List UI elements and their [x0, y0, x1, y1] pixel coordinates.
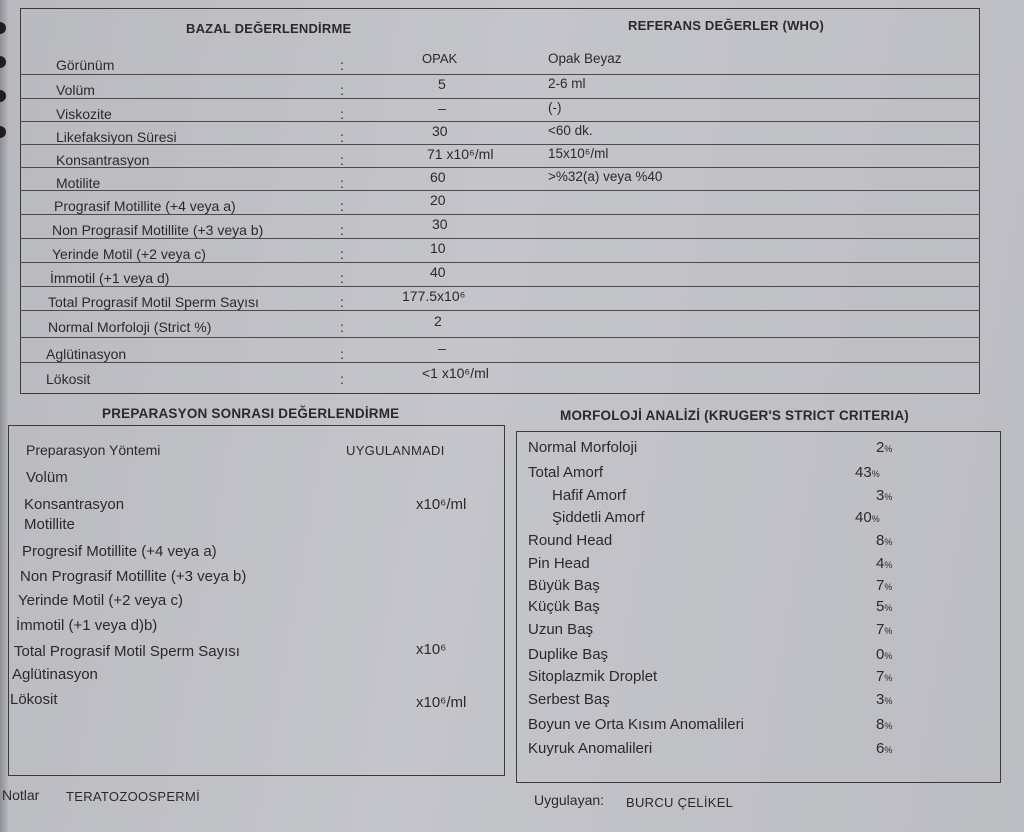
percent-sign: %	[884, 696, 893, 706]
morfoloji-row-label: Boyun ve Orta Kısım Anomalileri	[528, 716, 744, 733]
bazal-row-label: Görünüm	[56, 57, 115, 73]
bazal-title: BAZAL DEĞERLENDİRME	[186, 21, 352, 36]
bazal-row-colon: :	[340, 246, 344, 262]
bazal-row-value: –	[438, 100, 446, 116]
bazal-row-label: Aglütinasyon	[46, 346, 127, 362]
morfoloji-row-value	[876, 668, 892, 685]
morfoloji-row-value	[876, 439, 892, 456]
bazal-row-label: Normal Morfoloji (Strict %)	[48, 319, 212, 335]
bazal-row	[20, 50, 980, 74]
morfoloji-row-number: 3	[876, 487, 885, 504]
bazal-row-colon: :	[340, 106, 344, 122]
bazal-row-value: 60	[430, 169, 446, 185]
method-value: UYGULANMADI	[346, 443, 445, 458]
lokosit-label: Lökosit	[10, 691, 58, 708]
bazal-row	[20, 190, 980, 214]
paper-edge	[0, 0, 8, 832]
bazal-row-label: Total Prograsif Motil Sperm Sayısı	[48, 294, 259, 310]
bazal-row-label: Non Prograsif Motillite (+3 veya b)	[52, 222, 264, 238]
bazal-row-value: <1 x10⁶/ml	[422, 365, 489, 381]
immotil-label: İmmotil (+1 veya d)b)	[16, 617, 158, 634]
morfoloji-row-number: 43	[855, 464, 872, 481]
notes-value: TERATOZOOSPERMİ	[66, 789, 201, 804]
percent-sign: %	[884, 721, 893, 731]
percent-sign: %	[884, 582, 893, 592]
bazal-row-colon: :	[340, 57, 344, 73]
bazal-row-value: 30	[432, 216, 448, 232]
progresif-label: Progresif Motillite (+4 veya a)	[22, 543, 217, 560]
bazal-row	[20, 214, 980, 238]
bazal-row-reference: (-)	[548, 100, 562, 115]
bazal-row-colon: :	[340, 371, 344, 387]
bazal-row-reference: <60 dk.	[548, 123, 593, 138]
morfoloji-row-label: Sitoplazmik Droplet	[528, 668, 658, 685]
bazal-row	[20, 337, 980, 362]
bazal-row-colon: :	[340, 319, 344, 335]
bazal-row	[20, 286, 980, 310]
morfoloji-row-number: 8	[876, 716, 885, 733]
bazal-row-colon: :	[340, 346, 344, 362]
bazal-row	[20, 238, 980, 262]
morfoloji-row-value	[876, 487, 892, 504]
total-unit: x10⁶	[416, 641, 447, 658]
bazal-row-reference: Opak Beyaz	[548, 51, 622, 66]
bazal-row-value: 2	[434, 313, 442, 329]
morfoloji-row-number: 7	[876, 668, 885, 685]
morfoloji-row-label: Serbest Baş	[528, 691, 610, 708]
bazal-row	[20, 167, 980, 190]
motilite-label: Motillite	[24, 516, 75, 533]
morfoloji-row-number: 7	[876, 577, 885, 594]
applied-label: Uygulayan:	[534, 792, 605, 808]
morfoloji-row-number: 0	[876, 646, 885, 663]
morfoloji-row-value	[876, 621, 892, 638]
bazal-row-colon: :	[340, 198, 344, 214]
preparasyon-title: PREPARASYON SONRASI DEĞERLENDİRME	[102, 406, 400, 421]
morfoloji-row-value	[876, 740, 892, 757]
bazal-row-label: Prograsif Motillite (+4 veya a)	[54, 198, 236, 214]
bazal-row-reference: 15x10⁶/ml	[548, 146, 609, 161]
percent-sign: %	[884, 560, 893, 570]
morfoloji-row-label: Büyük Baş	[528, 577, 600, 594]
morfoloji-row-number: 40	[855, 509, 872, 526]
morfoloji-row-label: Duplike Baş	[528, 646, 609, 663]
morfoloji-row-value	[876, 577, 892, 594]
morfoloji-row-number: 4	[876, 555, 885, 572]
bazal-row-reference: >%32(a) veya %40	[548, 169, 663, 184]
bazal-row-label: Motilite	[56, 175, 101, 191]
bazal-row-colon: :	[340, 152, 344, 168]
konsantrasyon-label: Konsantrasyon	[24, 496, 125, 513]
bazal-row-label: Konsantrasyon	[56, 152, 150, 168]
reference-title: REFERANS DEĞERLER (WHO)	[628, 18, 824, 33]
bazal-row	[20, 310, 980, 337]
bazal-row-colon: :	[340, 82, 344, 98]
bazal-row-colon: :	[340, 294, 344, 310]
percent-sign: %	[871, 469, 880, 479]
bazal-row	[20, 144, 980, 167]
bazal-row	[20, 98, 980, 121]
morfoloji-row-label: Uzun Baş	[528, 621, 594, 638]
percent-sign: %	[884, 626, 893, 636]
morfoloji-row-value	[876, 555, 892, 572]
yerinde-label: Yerinde Motil (+2 veya c)	[18, 592, 183, 609]
bazal-row-reference: 2-6 ml	[548, 76, 586, 91]
morfoloji-row-value	[855, 464, 880, 481]
bazal-row-value: 40	[430, 264, 446, 280]
bazal-row	[20, 262, 980, 286]
percent-sign: %	[871, 514, 880, 524]
percent-sign: %	[884, 492, 893, 502]
morfoloji-row-label: Kuyruk Anomalileri	[528, 740, 653, 757]
bazal-row	[20, 362, 980, 390]
konsantrasyon-unit: x10⁶/ml	[416, 496, 467, 513]
applied-value: BURCU ÇELİKEL	[626, 795, 734, 810]
morfoloji-row-number: 7	[876, 621, 885, 638]
morfoloji-row-value	[876, 598, 892, 615]
bazal-row	[20, 121, 980, 144]
morfoloji-row-value	[876, 716, 892, 733]
morfoloji-row-label: Küçük Baş	[528, 598, 600, 615]
percent-sign: %	[884, 537, 893, 547]
percent-sign: %	[884, 651, 893, 661]
bazal-row-value: 20	[430, 192, 446, 208]
morfoloji-row-label: Pin Head	[528, 555, 590, 572]
volum-label: Volüm	[26, 469, 68, 486]
notes-label: Notlar	[2, 787, 40, 803]
morfoloji-row-value	[876, 646, 892, 663]
bazal-row-value: OPAK	[422, 51, 458, 66]
bazal-row-label: Yerinde Motil (+2 veya c)	[52, 246, 206, 262]
bazal-row-value: –	[438, 340, 446, 356]
non-progresif-label: Non Prograsif Motillite (+3 veya b)	[20, 568, 247, 585]
bazal-row-value: 30	[432, 123, 448, 139]
total-label: Total Prograsif Motil Sperm Sayısı	[14, 643, 240, 660]
bazal-row-colon: :	[340, 270, 344, 286]
morfoloji-row-label: Hafif Amorf	[552, 487, 627, 504]
lokosit-unit: x10⁶/ml	[416, 694, 467, 711]
method-label: Preparasyon Yöntemi	[26, 442, 161, 458]
bazal-row-label: İmmotil (+1 veya d)	[50, 270, 170, 286]
morfoloji-row-number: 6	[876, 740, 885, 757]
percent-sign: %	[884, 444, 893, 454]
morfoloji-row-value	[855, 509, 880, 526]
bazal-row-label: Likefaksiyon Süresi	[56, 129, 177, 145]
bazal-row	[20, 74, 980, 98]
percent-sign: %	[884, 673, 893, 683]
morfoloji-row-number: 8	[876, 532, 885, 549]
bazal-row-label: Volüm	[56, 82, 95, 98]
bazal-row-value: 10	[430, 240, 446, 256]
morfoloji-row-number: 3	[876, 691, 885, 708]
morfoloji-row-label: Şiddetli Amorf	[552, 509, 645, 526]
bazal-row-colon: :	[340, 129, 344, 145]
aglutinasyon-label: Aglütinasyon	[12, 666, 98, 683]
bazal-row-label: Viskozite	[56, 106, 112, 122]
bazal-row-value: 71 x10⁶/ml	[427, 146, 494, 162]
morfoloji-row-number: 5	[876, 598, 885, 615]
morfoloji-row-label: Round Head	[528, 532, 613, 549]
morfoloji-row-value	[876, 691, 892, 708]
morfoloji-row-label: Normal Morfoloji	[528, 439, 638, 456]
morfoloji-row-label: Total Amorf	[528, 464, 604, 481]
bazal-row-value: 5	[438, 76, 446, 92]
bazal-row-colon: :	[340, 222, 344, 238]
morfoloji-row-value	[876, 532, 892, 549]
morfoloji-row-number: 2	[876, 439, 885, 456]
morfoloji-title: MORFOLOJİ ANALİZİ (KRUGER'S STRICT CRITERIA)	[560, 408, 909, 423]
bazal-row-label: Lökosit	[46, 371, 91, 387]
percent-sign: %	[884, 603, 893, 613]
bazal-row-colon: :	[340, 175, 344, 191]
percent-sign: %	[884, 745, 893, 755]
bazal-row-value: 177.5x10⁶	[402, 288, 466, 304]
